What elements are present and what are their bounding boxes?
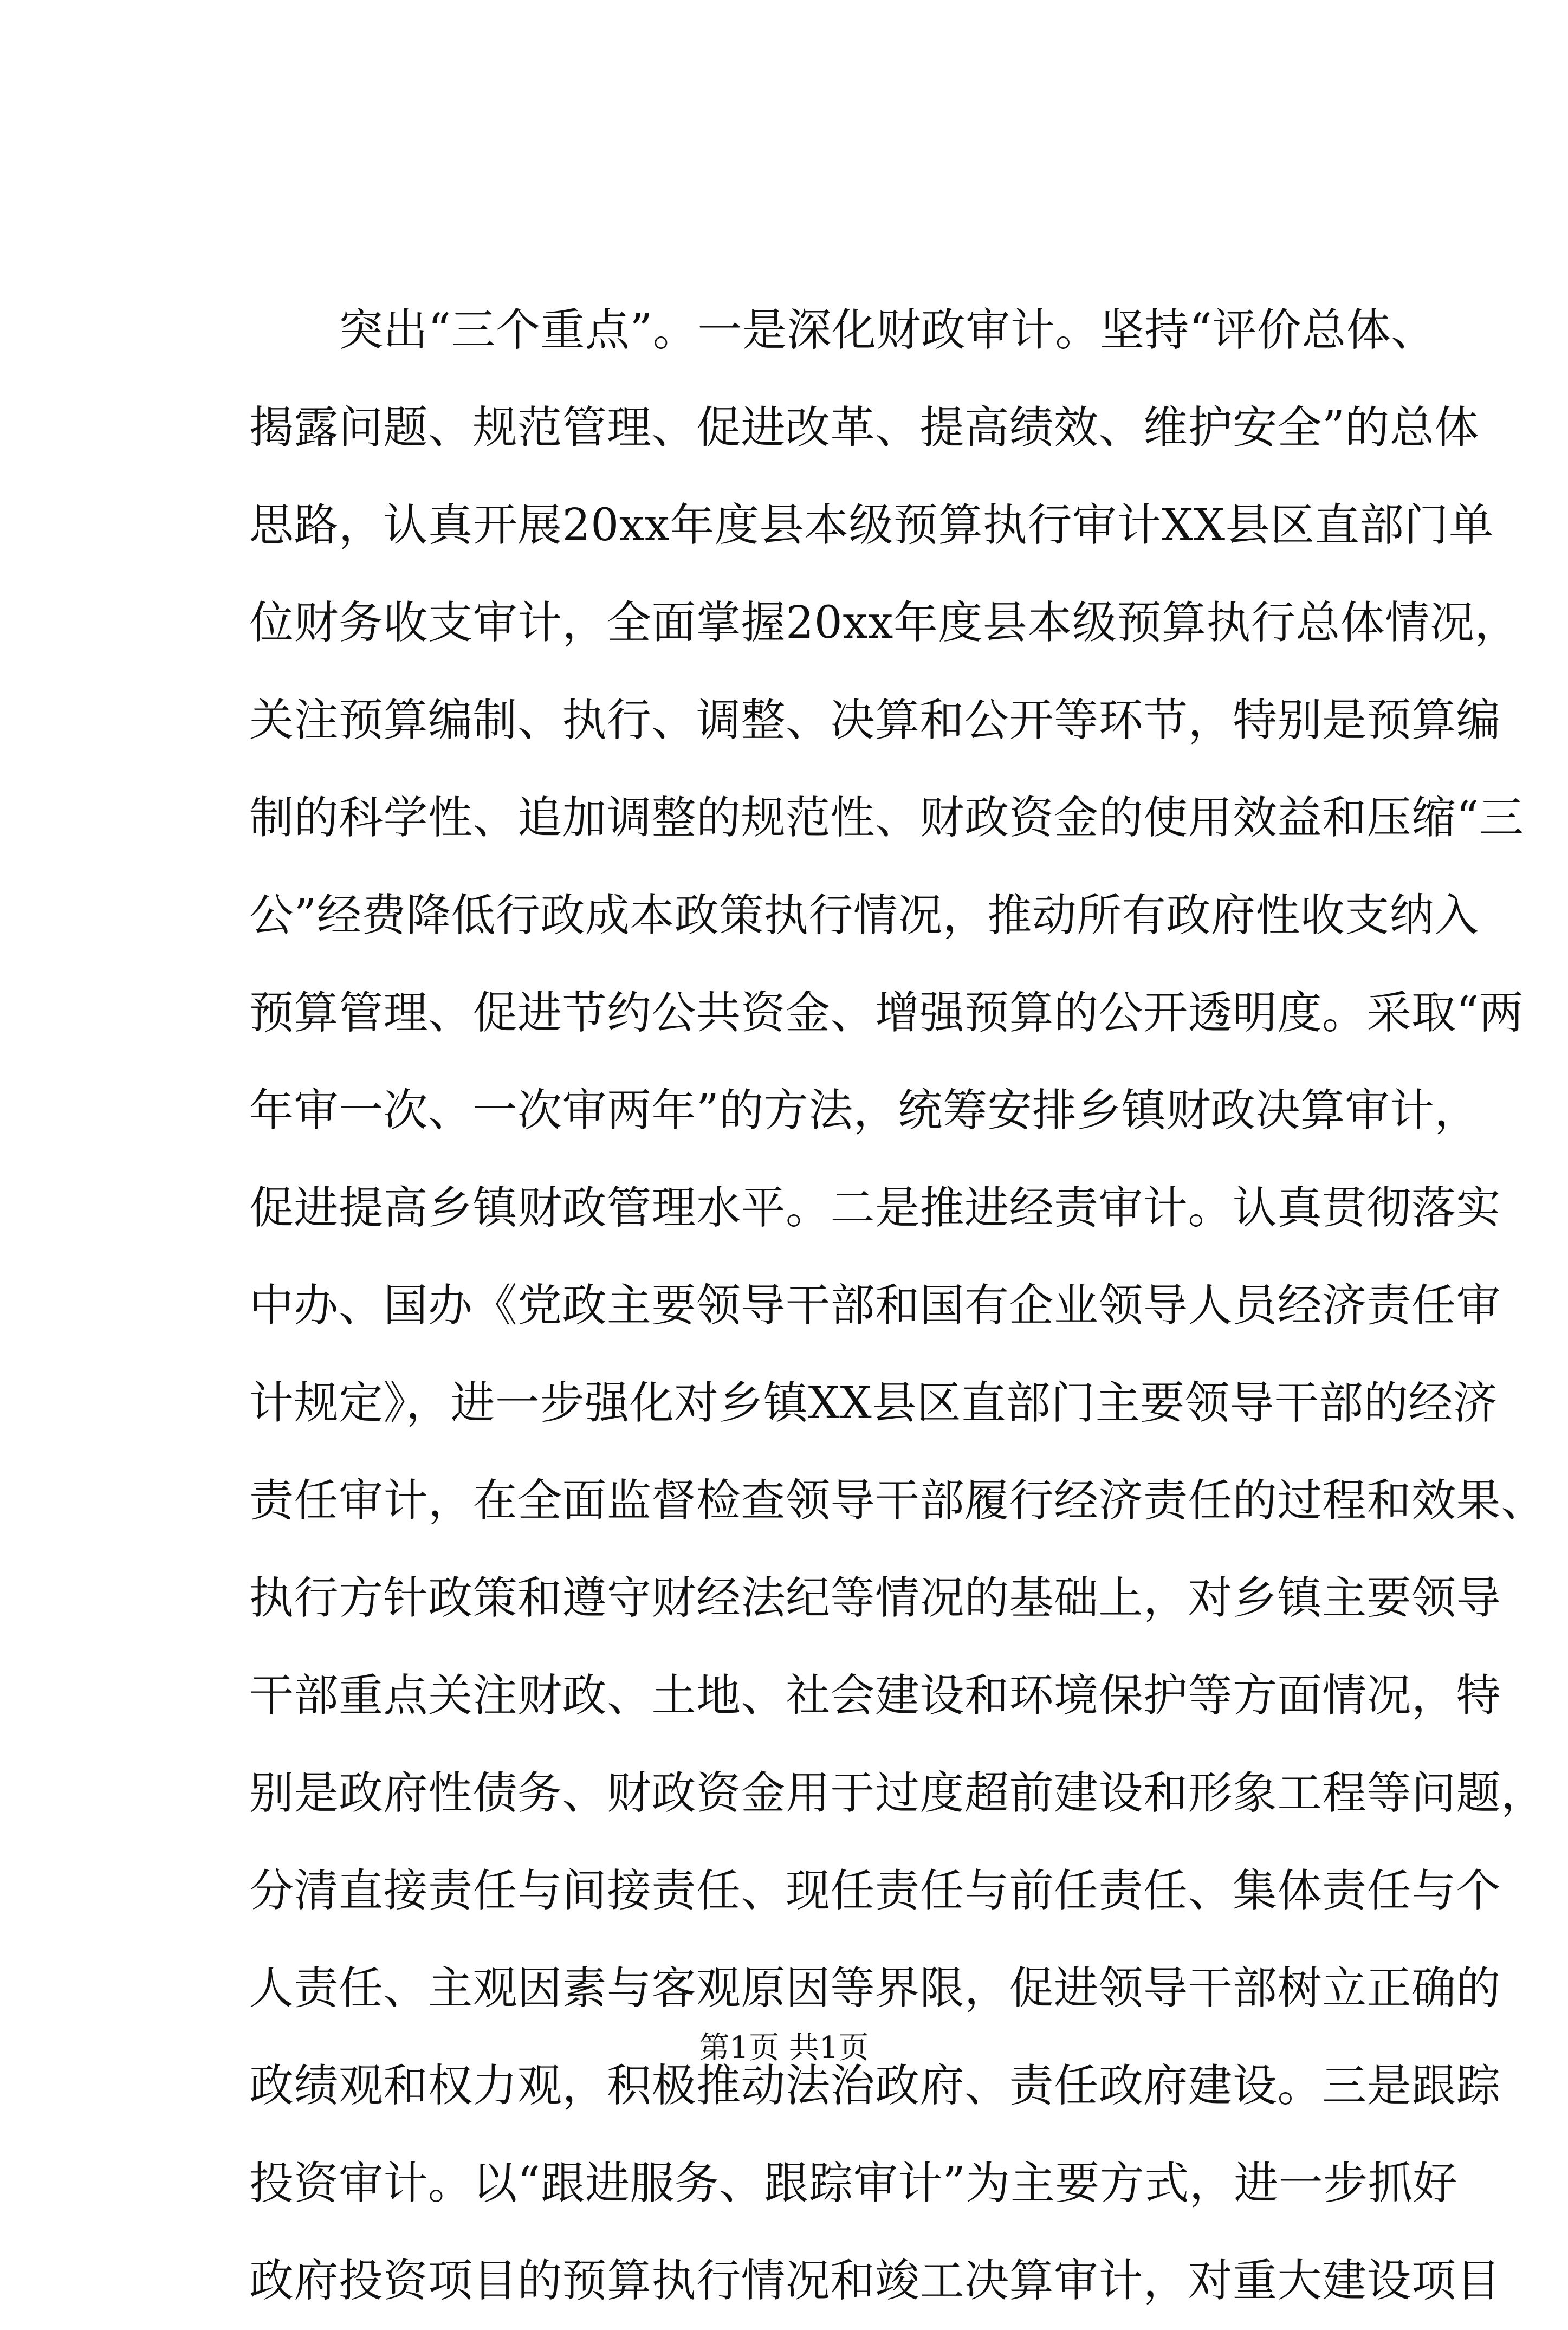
text-line: 思路，认真开展20xx年度县本级预算执行审计XX县区直部门单	[249, 500, 1494, 551]
text-line: 计规定》，进一步强化对乡镇XX县区直部门主要领导干部的经济	[249, 1377, 1498, 1429]
text-line: 执行方针政策和遵守财经法纪等情况的基础上，对乡镇主要领导	[249, 1572, 1501, 1624]
text-line: 公”经费降低行政成本政策执行情况，推动所有政府性收支纳入	[249, 890, 1479, 941]
text-line: 责任审计，在全面监督检查领导干部履行经济责任的过程和效果、	[249, 1475, 1546, 1526]
text-line: 干部重点关注财政、土地、社会建设和环境保护等方面情况，特	[249, 1670, 1501, 1721]
text-line: 政府投资项目的预算执行情况和竣工决算审计，对重大建设项目	[249, 2255, 1501, 2307]
text-line: 关注预算编制、执行、调整、决算和公开等环节，特别是预算编	[249, 695, 1501, 746]
text-line: 中办、国办《党政主要领导干部和国有企业领导人员经济责任审	[249, 1280, 1501, 1331]
text-line: 别是政府性债务、财政资金用于过度超前建设和形象工程等问题，	[249, 1768, 1546, 1819]
text-line: 年审一次、一次审两年”的方法，统筹安排乡镇财政决算审计，	[249, 1085, 1479, 1136]
text-line: 制的科学性、追加调整的规范性、财政资金的使用效益和压缩“三	[249, 792, 1524, 844]
text-line: 预算管理、促进节约公共资金、增强预算的公开透明度。采取“两	[249, 987, 1524, 1039]
text-line: 促进提高乡镇财政管理水平。二是推进经责审计。认真贯彻落实	[249, 1182, 1501, 1234]
text-line: 政绩观和权力观，积极推动法治政府、责任政府建设。三是跟踪	[249, 2060, 1501, 2112]
text-line: 位财务收支审计，全面掌握20xx年度县本级预算执行总体情况，	[249, 597, 1519, 649]
text-line: 人责任、主观因素与客观原因等界限，促进领导干部树立正确的	[249, 1963, 1501, 2014]
text-line: 分清直接责任与间接责任、现任责任与前任责任、集体责任与个	[249, 1865, 1501, 1917]
body-paragraph	[249, 282, 1546, 2330]
text-line: 突出“三个重点”。一是深化财政审计。坚持“评价总体、	[339, 305, 1436, 356]
text-line: 投资审计。以“跟进服务、跟踪审计”为主要方式，进一步抓好	[249, 2158, 1457, 2209]
text-line: 揭露问题、规范管理、促进改革、提高绩效、维护安全”的总体	[249, 402, 1479, 454]
page-number-footer: 第1页 共1页	[699, 2030, 869, 2066]
